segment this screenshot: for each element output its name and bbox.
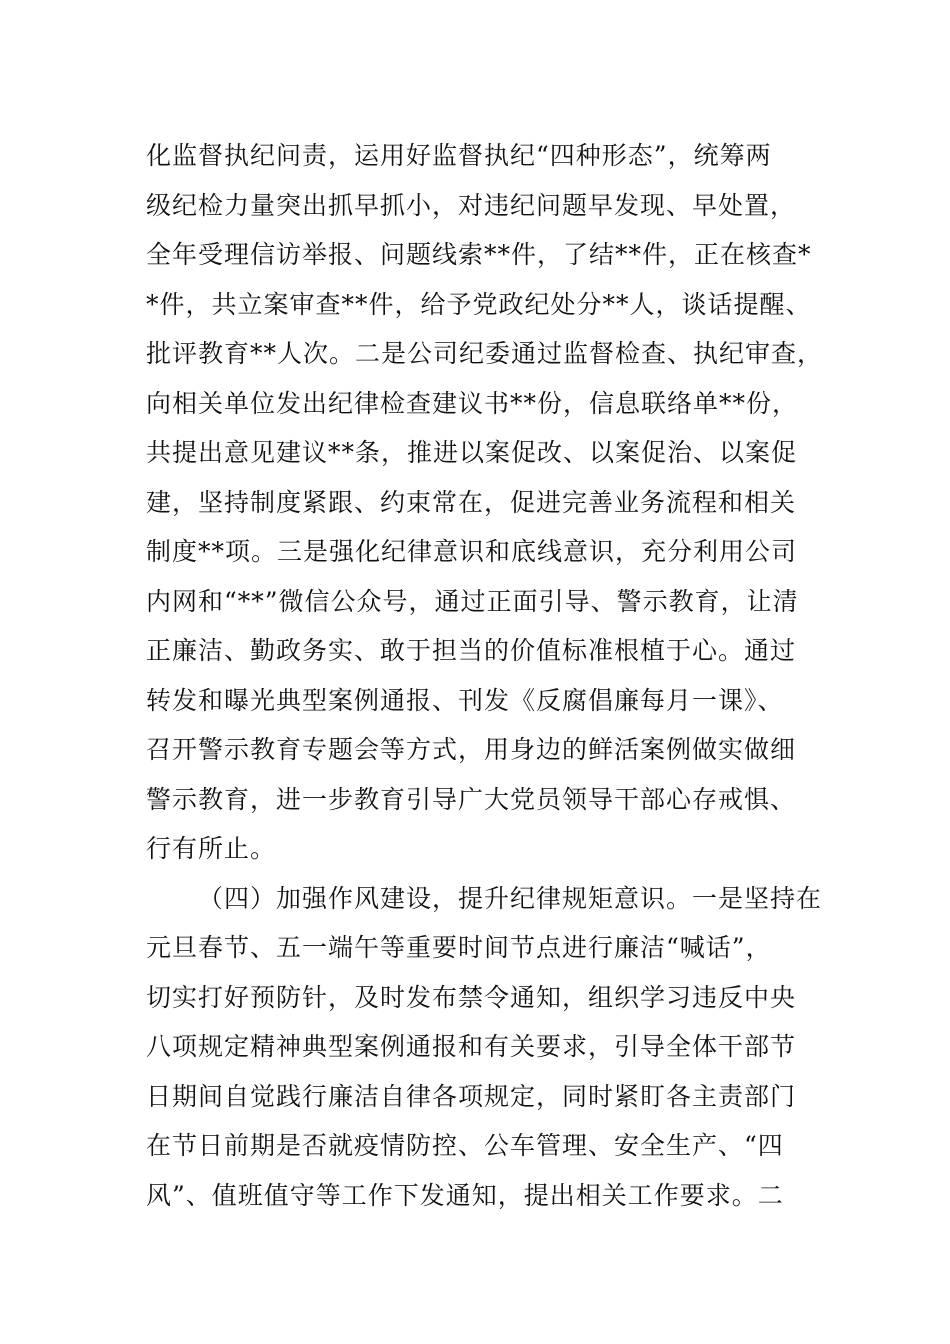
section-heading-line: （四）加强作风建设，提升纪律规矩意识。一是坚持在 [198, 884, 823, 913]
body-text-line: 元旦春节、五一端午等重要时间节点进行廉洁“喊话”， [146, 933, 772, 962]
body-text-line: 级纪检力量突出抓早抓小，对违纪问题早发现、早处置， [146, 191, 797, 220]
body-text-line: 在节日前期是否就疫情防控、公车管理、安全生产、“四 [146, 1131, 784, 1160]
body-text-line: 切实打好预防针，及时发布禁令通知，组织学习违反中央 [146, 983, 797, 1012]
body-text-line: 制度**项。三是强化纪律意识和底线意识，充分利用公司 [146, 537, 798, 566]
body-text-line: 建，坚持制度紧跟、约束常在，促进完善业务流程和相关 [146, 488, 797, 517]
body-text-line: 共提出意见建议**条，推进以案促改、以案促治、以案促 [146, 438, 798, 467]
body-text-line: 化监督执纪问责，运用好监督执纪“四种形态”，统筹两 [146, 141, 772, 170]
body-text-line: 警示教育，进一步教育引导广大党员领导干部心存戒惧、 [146, 785, 797, 814]
body-text-line: 八项规定精神典型案例通报和有关要求，引导全体干部节 [146, 1032, 797, 1061]
body-text-line: 批评教育**人次。二是公司纪委通过监督检查、执纪审查， [146, 339, 824, 368]
body-text-line: 向相关单位发出纪律检查建议书**份，信息联络单**份， [146, 389, 799, 418]
body-text-line: *件，共立案审查**件，给予党政纪处分**人，谈话提醒、 [146, 290, 812, 319]
body-text-line: 内网和“**”微信公众号，通过正面引导、警示教育，让清 [146, 587, 799, 616]
body-text-line: 日期间自觉践行廉洁自律各项规定，同时紧盯各主责部门 [146, 1082, 797, 1111]
body-text-line: 召开警示教育专题会等方式，用身边的鲜活案例做实做细 [146, 735, 797, 764]
body-text-line: 风”、值班值守等工作下发通知，提出相关工作要求。二 [146, 1181, 784, 1210]
body-text-line: 全年受理信访举报、问题线索**件，了结**件，正在核查* [146, 240, 812, 269]
body-text-line: 转发和曝光典型案例通报、刊发《反腐倡廉每月一课》、 [146, 686, 784, 715]
body-text-line: 行有所止。 [146, 834, 277, 863]
body-text-line: 正廉洁、勤政务实、敢于担当的价值标准根植于心。通过 [146, 636, 797, 665]
